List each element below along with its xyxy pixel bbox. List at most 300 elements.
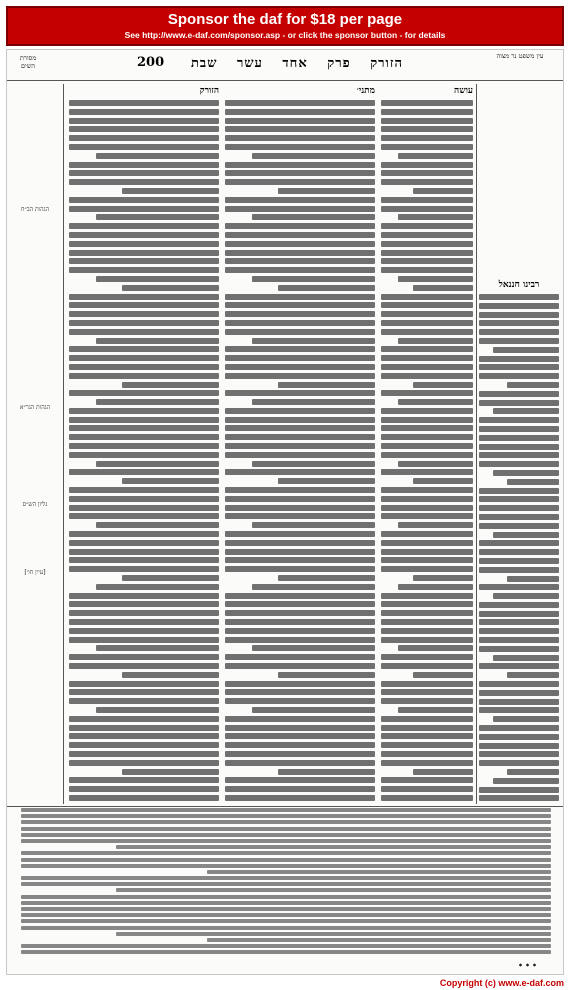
text-line <box>479 558 559 564</box>
text-line <box>225 170 375 176</box>
text-line <box>381 663 473 669</box>
text-line <box>479 329 559 335</box>
text-line <box>381 637 473 643</box>
bracket-note: [עיין חו׳] <box>24 568 46 576</box>
text-line <box>507 576 559 582</box>
text-line <box>413 575 473 581</box>
text-line <box>69 751 219 757</box>
text-line <box>479 294 559 300</box>
text-line <box>278 285 376 291</box>
text-line <box>225 118 375 124</box>
text-line <box>69 654 219 660</box>
text-line <box>493 655 559 661</box>
text-line <box>479 523 559 529</box>
text-line <box>225 505 375 511</box>
text-line <box>381 206 473 212</box>
text-line <box>225 663 375 669</box>
sponsor-title: Sponsor the daf for $18 per page <box>167 11 403 28</box>
left-note-label: הגהות הגר״א <box>19 403 51 411</box>
text-line <box>21 913 551 917</box>
text-line <box>381 540 473 546</box>
text-line <box>381 505 473 511</box>
text-line <box>69 637 219 643</box>
text-line <box>225 346 375 352</box>
text-line <box>225 619 375 625</box>
text-line <box>493 716 559 722</box>
text-line <box>225 716 375 722</box>
text-line <box>225 329 375 335</box>
running-title-word: פרק <box>327 56 351 71</box>
text-line <box>225 698 375 704</box>
text-line <box>479 356 559 362</box>
text-line <box>381 109 473 115</box>
text-line <box>225 267 375 273</box>
text-line <box>252 399 375 405</box>
text-line <box>381 100 473 106</box>
page-header <box>7 52 563 78</box>
text-line <box>225 223 375 229</box>
text-line <box>69 135 219 141</box>
text-line <box>225 425 375 431</box>
text-line <box>225 566 375 572</box>
column-divider <box>476 84 477 804</box>
text-line <box>398 214 473 220</box>
text-line <box>398 399 473 405</box>
text-line <box>381 302 473 308</box>
rabbeinu-chananel-heading: רבינו חננאל <box>498 280 540 290</box>
text-line <box>507 479 559 485</box>
text-line <box>225 795 375 801</box>
text-line <box>507 769 559 775</box>
text-line <box>479 496 559 502</box>
text-line <box>278 382 376 388</box>
text-line <box>381 566 473 572</box>
text-line <box>69 777 219 783</box>
tosafot-label: הזורק <box>199 86 219 96</box>
text-line <box>69 663 219 669</box>
text-line <box>96 707 219 713</box>
text-line <box>413 285 473 291</box>
text-line <box>381 452 473 458</box>
text-line <box>225 197 375 203</box>
text-line <box>69 513 219 519</box>
text-line <box>69 619 219 625</box>
text-line <box>225 355 375 361</box>
text-line <box>381 267 473 273</box>
text-line <box>96 645 219 651</box>
text-line <box>21 876 551 880</box>
ein-mishpat-column <box>479 84 559 804</box>
text-line <box>69 698 219 704</box>
copyright-notice[interactable]: Copyright (c) www.e-daf.com <box>439 978 564 988</box>
text-line <box>225 487 375 493</box>
text-line <box>278 769 376 775</box>
text-line <box>381 513 473 519</box>
text-line <box>493 347 559 353</box>
text-line <box>381 118 473 124</box>
text-line <box>69 294 219 300</box>
text-line <box>493 593 559 599</box>
text-line <box>479 303 559 309</box>
text-line <box>21 827 551 831</box>
text-line <box>225 513 375 519</box>
text-line <box>479 681 559 687</box>
text-line <box>225 135 375 141</box>
text-line <box>381 610 473 616</box>
text-line <box>225 443 375 449</box>
text-line <box>381 601 473 607</box>
running-title-word: אחד <box>282 56 308 71</box>
text-line <box>69 681 219 687</box>
text-line <box>69 443 219 449</box>
text-line <box>225 320 375 326</box>
text-line <box>252 707 375 713</box>
text-line <box>225 302 375 308</box>
text-line <box>21 950 551 954</box>
text-line <box>225 408 375 414</box>
text-line <box>225 232 375 238</box>
text-line <box>381 250 473 256</box>
text-line <box>69 390 219 396</box>
text-line <box>381 135 473 141</box>
text-line <box>69 795 219 801</box>
text-line <box>479 540 559 546</box>
text-line <box>69 716 219 722</box>
text-line <box>413 672 473 678</box>
text-line <box>381 232 473 238</box>
text-line <box>69 197 219 203</box>
text-line <box>398 707 473 713</box>
text-line <box>479 611 559 617</box>
text-line <box>69 610 219 616</box>
text-line <box>413 478 473 484</box>
text-line <box>116 932 551 936</box>
text-line <box>479 444 559 450</box>
text-line <box>69 162 219 168</box>
text-line <box>122 769 220 775</box>
text-line <box>381 549 473 555</box>
text-line <box>225 557 375 563</box>
text-line <box>381 593 473 599</box>
text-line <box>225 786 375 792</box>
text-line <box>69 232 219 238</box>
text-line <box>96 522 219 528</box>
text-line <box>69 109 219 115</box>
text-line <box>225 311 375 317</box>
text-line <box>96 338 219 344</box>
text-line <box>479 452 559 458</box>
text-line <box>381 434 473 440</box>
column-divider <box>63 84 64 804</box>
text-line <box>493 778 559 784</box>
text-line <box>252 153 375 159</box>
text-line <box>479 514 559 520</box>
text-line <box>479 637 559 643</box>
text-line <box>69 118 219 124</box>
text-line <box>413 769 473 775</box>
text-line <box>69 364 219 370</box>
text-line <box>225 628 375 634</box>
rashi-column <box>381 84 473 804</box>
text-line <box>21 808 551 812</box>
text-line <box>21 839 551 843</box>
text-line <box>278 188 376 194</box>
text-line <box>122 672 220 678</box>
text-line <box>252 276 375 282</box>
text-line <box>69 549 219 555</box>
text-line <box>479 743 559 749</box>
text-line <box>225 434 375 440</box>
text-line <box>69 206 219 212</box>
text-line <box>69 566 219 572</box>
sponsor-banner[interactable] <box>6 6 564 46</box>
text-line <box>381 162 473 168</box>
text-line <box>507 382 559 388</box>
text-line <box>69 250 219 256</box>
text-line <box>278 478 376 484</box>
text-line <box>479 707 559 713</box>
text-line <box>381 469 473 475</box>
text-line <box>225 417 375 423</box>
text-line <box>96 153 219 159</box>
text-line <box>225 760 375 766</box>
text-line <box>225 258 375 264</box>
footer-rule <box>7 806 563 807</box>
masoret-hashas-margin <box>11 86 59 576</box>
text-line <box>381 619 473 625</box>
text-line <box>21 919 551 923</box>
text-line <box>225 126 375 132</box>
text-line <box>69 126 219 132</box>
running-title <box>177 55 417 71</box>
text-line <box>69 786 219 792</box>
text-line <box>479 628 559 634</box>
text-line <box>381 496 473 502</box>
text-line <box>96 214 219 220</box>
text-line <box>398 645 473 651</box>
text-line <box>381 654 473 660</box>
text-line <box>69 329 219 335</box>
text-line <box>479 426 559 432</box>
text-line <box>225 601 375 607</box>
text-line <box>252 461 375 467</box>
text-line <box>381 126 473 132</box>
text-line <box>225 733 375 739</box>
text-line <box>96 584 219 590</box>
text-line <box>493 532 559 538</box>
text-line <box>225 206 375 212</box>
text-line <box>252 584 375 590</box>
text-line <box>479 751 559 757</box>
text-line <box>225 162 375 168</box>
text-line <box>69 100 219 106</box>
text-line <box>479 338 559 344</box>
text-line <box>479 699 559 705</box>
text-line <box>225 689 375 695</box>
text-line <box>116 845 551 849</box>
text-line <box>207 870 552 874</box>
page-number: 200 <box>137 55 165 70</box>
text-line <box>69 505 219 511</box>
text-line <box>479 400 559 406</box>
text-line <box>278 575 376 581</box>
text-line <box>69 320 219 326</box>
text-line <box>69 373 219 379</box>
text-line <box>479 734 559 740</box>
text-line <box>225 241 375 247</box>
text-line <box>21 944 551 948</box>
text-line <box>479 760 559 766</box>
text-line <box>479 391 559 397</box>
text-line <box>21 858 551 862</box>
text-line <box>21 833 551 837</box>
text-line <box>381 628 473 634</box>
text-line <box>69 425 219 431</box>
text-line <box>381 716 473 722</box>
text-line <box>479 417 559 423</box>
text-line <box>69 601 219 607</box>
running-title-word: הזורק <box>370 56 403 71</box>
text-line <box>69 469 219 475</box>
text-line <box>69 689 219 695</box>
text-line <box>21 851 551 855</box>
text-line <box>381 179 473 185</box>
text-line <box>96 276 219 282</box>
text-line <box>493 408 559 414</box>
left-note-label: גליון הש״ס <box>22 501 48 508</box>
text-line <box>225 144 375 150</box>
text-line <box>381 443 473 449</box>
text-line <box>381 557 473 563</box>
text-line <box>225 751 375 757</box>
text-line <box>252 214 375 220</box>
text-line <box>479 795 559 801</box>
text-line <box>381 786 473 792</box>
text-line <box>122 285 220 291</box>
text-line <box>479 584 559 590</box>
text-line <box>479 312 559 318</box>
text-line <box>252 338 375 344</box>
text-line <box>507 672 559 678</box>
text-line <box>381 346 473 352</box>
text-line <box>381 364 473 370</box>
text-line <box>225 179 375 185</box>
text-line <box>69 408 219 414</box>
running-title-word: עשר <box>236 56 263 71</box>
text-line <box>21 820 551 824</box>
header-right-label: עין משפט נר מצוה <box>496 52 544 60</box>
text-line <box>225 364 375 370</box>
text-line <box>69 487 219 493</box>
text-line <box>69 725 219 731</box>
text-line <box>479 461 559 467</box>
text-line <box>381 144 473 150</box>
text-line <box>69 267 219 273</box>
text-line <box>381 373 473 379</box>
text-line <box>398 338 473 344</box>
text-line <box>122 382 220 388</box>
text-line <box>225 610 375 616</box>
text-line <box>398 522 473 528</box>
text-line <box>381 725 473 731</box>
mishna-label: מתני׳ <box>356 86 375 96</box>
text-line <box>479 320 559 326</box>
text-line <box>479 663 559 669</box>
text-line <box>225 549 375 555</box>
text-line <box>69 733 219 739</box>
text-line <box>69 311 219 317</box>
text-line <box>225 496 375 502</box>
sponsor-subtitle: See http://www.e-daf.com/sponsor.asp - or click the sponsor button - for details <box>124 30 446 40</box>
text-line <box>21 901 551 905</box>
text-line <box>252 522 375 528</box>
text-line <box>225 725 375 731</box>
text-line <box>225 742 375 748</box>
text-line <box>225 250 375 256</box>
text-line <box>69 346 219 352</box>
text-line <box>21 814 551 818</box>
text-line <box>225 100 375 106</box>
text-line <box>381 777 473 783</box>
text-line <box>225 777 375 783</box>
text-line <box>116 888 551 892</box>
text-line <box>381 681 473 687</box>
text-line <box>381 795 473 801</box>
text-line <box>96 399 219 405</box>
text-line <box>381 197 473 203</box>
text-line <box>479 488 559 494</box>
text-line <box>381 223 473 229</box>
text-line <box>252 645 375 651</box>
footer-commentary <box>21 808 551 960</box>
text-line <box>69 531 219 537</box>
text-line <box>225 469 375 475</box>
text-line <box>381 487 473 493</box>
text-line <box>413 382 473 388</box>
text-line <box>479 602 559 608</box>
header-rule <box>7 80 563 81</box>
rashi-opening-word: עושה <box>454 86 473 96</box>
text-line <box>381 390 473 396</box>
text-line <box>21 864 551 868</box>
text-line <box>122 188 220 194</box>
text-line <box>21 895 551 899</box>
text-line <box>479 725 559 731</box>
text-line <box>69 223 219 229</box>
text-line <box>381 311 473 317</box>
text-line <box>69 170 219 176</box>
text-line <box>225 294 375 300</box>
running-title-word: שבת <box>191 56 218 71</box>
text-line <box>69 496 219 502</box>
text-line <box>381 320 473 326</box>
text-line <box>381 751 473 757</box>
text-line <box>381 408 473 414</box>
gemara-column <box>225 84 375 804</box>
text-line <box>479 646 559 652</box>
text-line <box>225 654 375 660</box>
text-line <box>69 760 219 766</box>
text-line <box>479 567 559 573</box>
text-line <box>69 434 219 440</box>
text-line <box>381 294 473 300</box>
text-line <box>381 329 473 335</box>
text-line <box>69 302 219 308</box>
text-line <box>479 373 559 379</box>
text-line <box>479 619 559 625</box>
text-line <box>381 698 473 704</box>
text-line <box>381 241 473 247</box>
